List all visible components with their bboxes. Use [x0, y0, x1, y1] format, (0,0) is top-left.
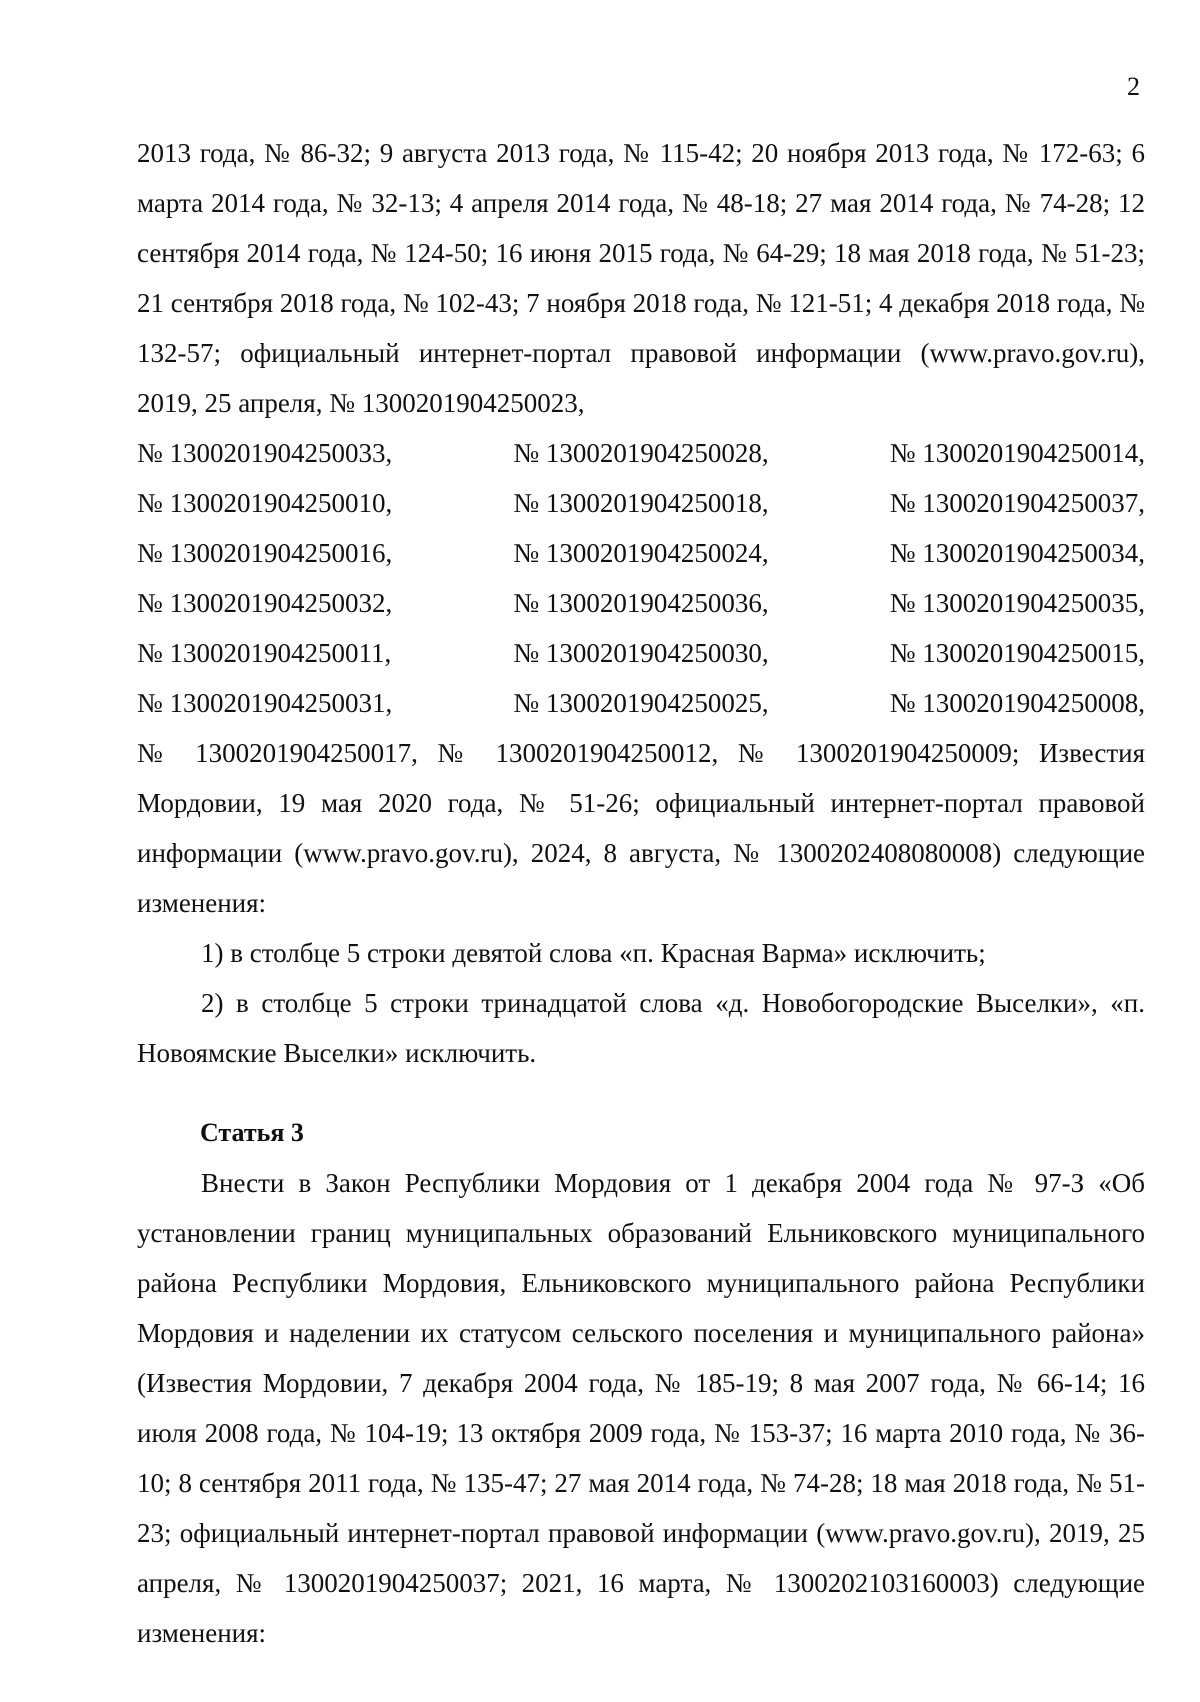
- registration-number: № 1300201904250015,: [889, 638, 1145, 668]
- registration-number: № 1300201904250035,: [889, 588, 1145, 618]
- registration-number: № 1300201904250024,: [513, 538, 769, 568]
- registration-number: № 1300201904250025,: [513, 688, 769, 718]
- registration-number: № 1300201904250030,: [513, 638, 769, 668]
- registration-number: № 1300201904250008,: [889, 688, 1145, 718]
- amendment-sources-paragraph: 2013 года, № 86-32; 9 августа 2013 года, № 115-42; 20 ноября 2013 года, № 172-63; 6 марта 2014 года, № 32-13; 4 апреля 2014 года, № 48-18; 27 мая 2014 года, № 74-28; 12 сентября 2014 года, № 124-50; 16 июня 2015 года, № 64-29; 18 мая 2018 года, № 51-23; 21 сентября 2018 года, № 102-43; 7 ноября 2018 года, № 121-51; 4 декабря 2018 года, № 132-57; официальный интернет-портал правовой информации (www.pravo.gov.ru), 2019, 25 апреля, № 1300201904250023,: [137, 138, 1145, 418]
- registration-number: № 1300201904250036,: [513, 588, 769, 618]
- registration-number: № 1300201904250010,: [137, 488, 393, 518]
- registration-number: № 1300201904250028,: [513, 438, 769, 468]
- article-heading: Статья 3: [200, 1118, 304, 1147]
- registration-number: № 1300201904250011,: [137, 638, 392, 668]
- registration-numbers-grid: [137, 428, 1145, 728]
- registration-number: № 1300201904250018,: [513, 488, 769, 518]
- registration-number: № 1300201904250033,: [137, 438, 393, 468]
- amendment-item-2: 2) в столбце 5 строки тринадцатой слова «д. Новобогородские Выселки», «п. Новоямские Выселки» исключить.: [137, 988, 1145, 1068]
- registration-number: № 1300201904250034,: [889, 538, 1145, 568]
- registration-number: № 1300201904250037,: [889, 488, 1145, 518]
- page-number: 2: [1127, 72, 1140, 101]
- registration-number: № 1300201904250016,: [137, 538, 393, 568]
- amendment-item-1: 1) в столбце 5 строки девятой слова «п. Красная Варма» исключить;: [201, 938, 986, 968]
- document-body: [137, 128, 1145, 1658]
- registration-number: № 1300201904250032,: [137, 588, 393, 618]
- section-spacer: [137, 1078, 1145, 1108]
- amendment-sources-continuation: № 1300201904250017, № 1300201904250012, № 1300201904250009; Известия Мордовии, 19 мая 2020 года, № 51-26; официальный интернет-портал правовой информации (www.pravo.gov.ru), 2024, 8 августа, № 1300202408080008) следующие изменения:: [137, 738, 1145, 918]
- article-text: Внести в Закон Республики Мордовия от 1 декабря 2004 года № 97-З «Об установлении границ муниципальных образований Ельниковского муниципального района Республики Мордовия, Ельниковского муниципального района Республики Мордовия и наделении их статусом сельского поселения и муниципального района» (Известия Мордовии, 7 декабря 2004 года, № 185-19; 8 мая 2007 года, № 66-14; 16 июля 2008 года, № 104-19; 13 октября 2009 года, № 153-37; 16 марта 2010 года, № 36-10; 8 сентября 2011 года, № 135-47; 27 мая 2014 года, № 74-28; 18 мая 2018 года, № 51-23; официальный интернет-портал правовой информации (www.pravo.gov.ru), 2019, 25 апреля, № 1300201904250037; 2021, 16 марта, № 1300202103160003) следующие изменения:: [137, 1168, 1145, 1648]
- registration-number: № 1300201904250031,: [137, 688, 393, 718]
- registration-number: № 1300201904250014,: [889, 438, 1145, 468]
